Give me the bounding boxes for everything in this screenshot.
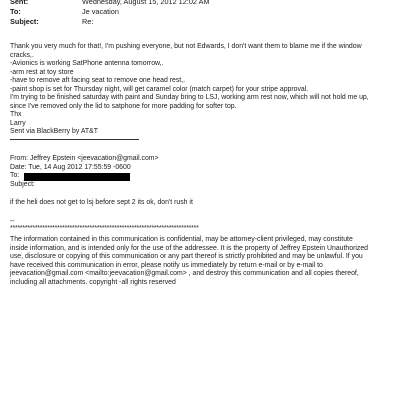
signature-name: Larry [10,119,26,127]
body-line: Thank you very much for that!, I'm pushing everyone, but not Edwards, I don't want them to blame me if the window [10,43,362,50]
ellipsis: -- [10,218,15,225]
subject-label: Subject: [10,17,39,26]
quoted-subject: Subject: [10,180,35,188]
quoted-date: Date: Tue, 14 Aug 2012 17:55:59 -0600 [10,163,131,171]
disclaimer-line: have received this communication in error, please notify us immediately by return e-mail or by e-mail to [10,261,323,269]
to-value: Je vacation [82,7,119,16]
disclaimer-line: jeevacation@gmail.com <mailto:jeevacation@gmail.com> , and destroy this communication and all copies thereof, [10,270,359,277]
disclaimer-line: The information contained in this communication is confidential, may be attorney-client privileged, may constitute [10,236,353,243]
body-line: -Avionics is working SatPhone antenna tomorrow,. [10,60,164,67]
body-line: Thx [10,111,22,118]
to-label: To: [10,7,21,16]
star-divider: **************************************************************************** [10,225,199,232]
subject-value: Re: [82,17,94,26]
subject-row [10,17,93,26]
disclaimer-line: inside information, and is intended only for the use of the addressee. It is the property of Jeffrey Epstein Unauthorized [10,244,369,252]
body-line: cracks,. [10,51,34,59]
blackberry-signature: Sent via BlackBerry by AT&T [10,128,98,135]
body-line: -have to remove aft facing seat to remove one head rest,. [10,77,186,84]
signature-divider [10,139,139,140]
body-line: I'm trying to be finished saturday with paint and Sunday bring to LSJ, working arm rest now, which will not hold me up, [10,94,369,101]
body-line: since I've removed only the lid to satphone for more padding for softer top. [10,102,237,110]
redaction-bar [24,173,130,181]
to-row [10,7,119,16]
sent-row [10,0,210,6]
quoted-from: From: Jeffrey Epstein <jeevacation@gmail.com> [10,155,159,162]
body-line: -paint shop is set for Thursday night, will get caramel color (match carpet) for your stripe approval. [10,85,309,93]
sent-value: Wednesday, August 15, 2012 12:02 AM [82,0,210,6]
disclaimer-line: use, disclosure or copying of this communication or any part thereof is strictly prohibited and may be unlawful. If you [10,253,363,260]
body-line: -arm rest at toy store [10,68,74,76]
quoted-body: if the heli does not get to lsj before sept 2 its ok, don't rush it [10,199,193,206]
quoted-to: To: [10,172,20,179]
disclaimer-line: including all attachments. copyright -all rights reserved [10,278,176,286]
sent-label: Sent: [10,0,29,6]
